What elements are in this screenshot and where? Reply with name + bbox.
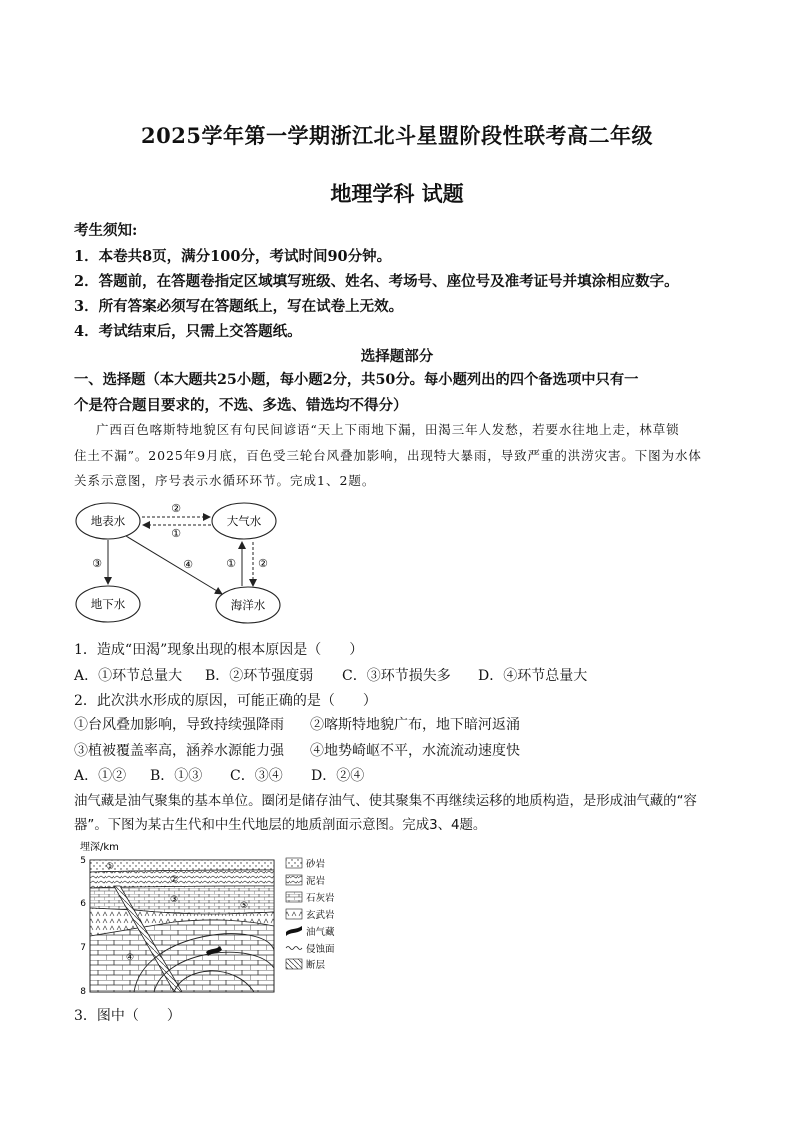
svg-text:7: 7 (80, 943, 86, 953)
notice-heading: 考生须知: (74, 222, 138, 239)
q2-statement: ②喀斯特地貌广布，地下暗河返涌 (310, 717, 520, 733)
svg-text:砂岩: 砂岩 (306, 859, 326, 870)
q2-stem: 2．此次洪水形成的原因，可能正确的是（ ） (74, 693, 377, 709)
exam-title: 2025学年第一学期浙江北斗星盟阶段性联考高二年级 (141, 123, 653, 148)
svg-text:①: ① (171, 527, 181, 540)
passage2-line: 油气藏是油气聚集的基本单位。圈闭是储存油气、使其聚集不再继续运移的地质构造，是形成油气藏的“容 (74, 794, 697, 809)
q3-stem: 3．图中（ ） (74, 1008, 181, 1024)
svg-text:玄武岩: 玄武岩 (306, 910, 335, 921)
svg-text:③: ③ (170, 895, 179, 905)
q1-option-d[interactable]: D．④环节总量大 (478, 668, 588, 684)
svg-text:侵蚀面: 侵蚀面 (306, 944, 335, 955)
svg-text:断层: 断层 (306, 960, 326, 971)
water-cycle-diagram (70, 496, 290, 630)
svg-text:③: ③ (92, 557, 102, 570)
section-intro-2: 个是符合题目要求的，不选、多选、错选均不得分） (74, 397, 408, 414)
svg-text:地表水: 地表水 (90, 514, 126, 528)
svg-text:泥岩: 泥岩 (306, 876, 326, 887)
svg-text:5: 5 (80, 856, 86, 866)
notice-item: 4．考试结束后，只需上交答题纸。 (74, 323, 302, 340)
section-intro-1: 一、选择题（本大题共25小题，每小题2分，共50分。每小题列出的四个备选项中只有一 (74, 372, 639, 388)
q1-option-a[interactable]: A．①环节总量大 (74, 668, 183, 684)
svg-text:②: ② (258, 557, 268, 570)
notice-item: 1．本卷共8页，满分100分，考试时间90分钟。 (74, 248, 392, 265)
passage1-line: 广西百色喀斯特地貌区有句民间谚语“天上下雨地下漏，田渴三年人发愁，若要水往地上走，林草锁 (96, 422, 680, 437)
exam-subtitle: 地理学科 试题 (330, 181, 464, 206)
q1-stem: 1．造成“田渴”现象出现的根本原因是（ ） (74, 642, 364, 658)
section-title: 选择题部分 (360, 348, 434, 365)
q1-option-c[interactable]: C．③环节损失多 (342, 668, 451, 684)
svg-text:海洋水: 海洋水 (230, 598, 266, 612)
q2-statement: ①台风叠加影响，导致持续强降雨 (74, 717, 284, 733)
svg-text:石灰岩: 石灰岩 (306, 893, 335, 904)
svg-text:油气藏: 油气藏 (306, 927, 335, 938)
q2-statement: ④地势崎岖不平，水流流动速度快 (310, 743, 520, 759)
q2-statement: ③植被覆盖率高，涵养水源能力强 (74, 743, 284, 759)
passage1-line: 关系示意图，序号表示水循环环节。完成1、2题。 (74, 473, 376, 488)
passage2-line: 器”。下图为某古生代和中生代地层的地质剖面示意图。完成3、4题。 (74, 818, 487, 833)
svg-text:8: 8 (80, 987, 86, 997)
passage1-line: 住土不漏”。2025年9月底，百色受三轮台风叠加影响，出现特大暴雨，导致严重的洪涝灾害。下图为水体 (74, 448, 702, 463)
q2-option-b[interactable]: B．①③ (150, 768, 203, 784)
q2-option-d[interactable]: D．②④ (311, 768, 365, 784)
svg-text:⑤: ⑤ (240, 901, 249, 911)
svg-text:①: ① (226, 557, 236, 570)
svg-text:6: 6 (80, 899, 86, 909)
svg-text:埋深/km: 埋深/km (80, 842, 119, 853)
q1-option-b[interactable]: B．②环节强度弱 (205, 668, 314, 684)
svg-text:②: ② (171, 502, 181, 515)
svg-text:地下水: 地下水 (90, 597, 126, 611)
q2-option-a[interactable]: A．①② (74, 768, 127, 784)
geologic-cross-section (74, 840, 374, 1000)
svg-text:②: ② (170, 875, 179, 885)
svg-text:大气水: 大气水 (226, 514, 262, 528)
svg-text:①: ① (106, 862, 115, 872)
svg-text:④: ④ (126, 953, 135, 963)
notice-item: 2．答题前，在答题卷指定区域填写班级、姓名、考场号、座位号及准考证号并填涂相应数字。 (74, 273, 679, 290)
svg-text:④: ④ (183, 558, 193, 571)
q2-option-c[interactable]: C．③④ (230, 768, 283, 784)
notice-item: 3．所有答案必须写在答题纸上，写在试卷上无效。 (74, 298, 404, 315)
